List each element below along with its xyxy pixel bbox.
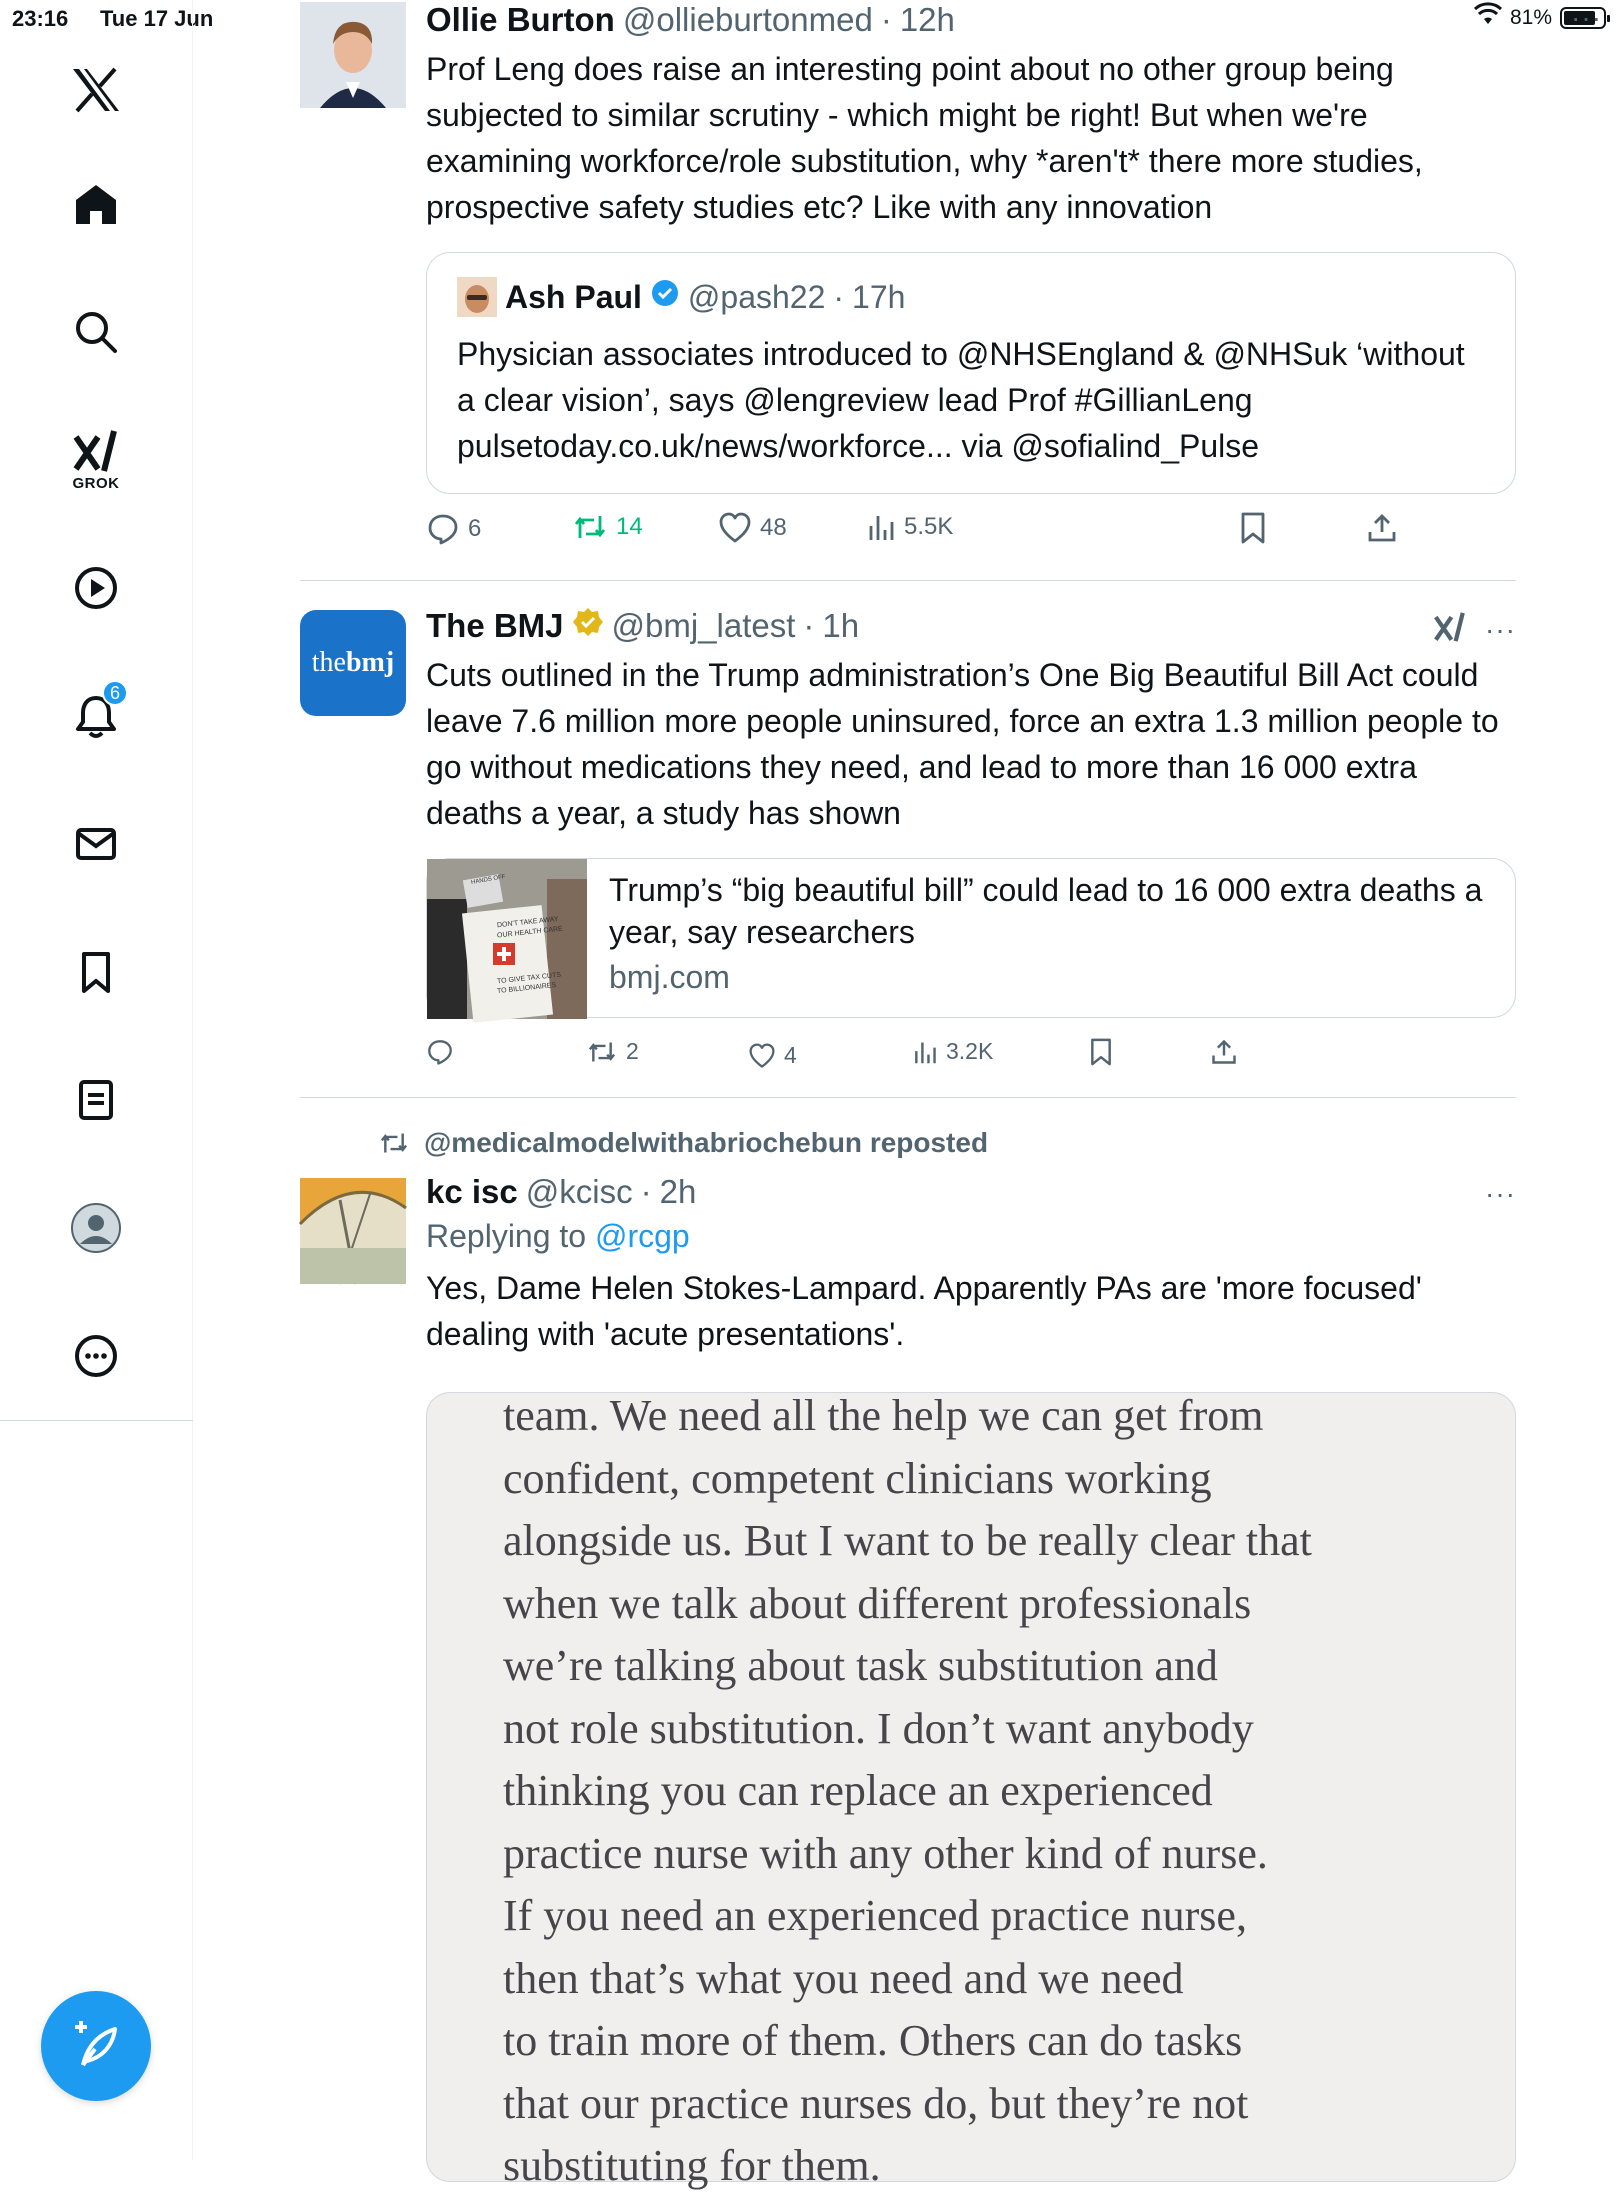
image-text-line: confident, competent clinicians working bbox=[503, 1453, 1212, 1503]
image-text-line: If you need an experienced practice nurse, bbox=[503, 1891, 1247, 1940]
views-icon bbox=[912, 1039, 938, 1065]
bookmark-button[interactable] bbox=[1238, 512, 1268, 544]
views-count: 5.5K bbox=[904, 513, 954, 540]
image-text-line: we’re talking about task substitution and bbox=[503, 1641, 1218, 1690]
sign-line: TO GIVE TAX CUTS bbox=[496, 971, 562, 986]
reply-icon bbox=[426, 512, 460, 546]
tweet-time[interactable]: 2h bbox=[659, 1173, 697, 1210]
author-handle[interactable]: @bmj_latest bbox=[611, 607, 796, 644]
image-text-line: when we talk about different professionals bbox=[503, 1578, 1252, 1628]
tweet-header bbox=[426, 0, 1516, 40]
author-handle[interactable]: @kcisc bbox=[525, 1173, 633, 1210]
like-button[interactable] bbox=[718, 512, 787, 544]
image-text-line: team. We need all the help we can get from bbox=[503, 1391, 1264, 1440]
tweet-text: Prof Leng does raise an interesting point about no other group being subjected to similar scrutiny - which might be right! But when we're examining workforce/role substitution, why *aren't* there more studies, prospective safety studies etc? Like with any innovation bbox=[426, 51, 1423, 225]
grok-icon[interactable] bbox=[1433, 610, 1467, 649]
x-logo-icon[interactable] bbox=[56, 50, 136, 130]
reposted-by-text: @medicalmodelwithabriochebun reposted bbox=[424, 1127, 989, 1158]
repost-count: 14 bbox=[616, 513, 643, 540]
profile-avatar-icon[interactable] bbox=[56, 1188, 136, 1268]
dots-icon[interactable]: ··· bbox=[1571, 2, 1602, 33]
quote-author-name: Ash Paul bbox=[505, 278, 642, 315]
status-date: Tue 17 Jun bbox=[100, 6, 214, 31]
views-count: 3.2K bbox=[946, 1038, 994, 1064]
share-button[interactable] bbox=[1210, 1038, 1238, 1066]
share-button[interactable] bbox=[1366, 512, 1398, 544]
avatar[interactable] bbox=[300, 1178, 406, 1284]
heart-icon bbox=[748, 1043, 776, 1069]
image-text bbox=[503, 1385, 1312, 2198]
notifications-icon[interactable] bbox=[56, 676, 136, 756]
share-icon bbox=[1210, 1038, 1238, 1066]
notifications-badge: 6 bbox=[102, 680, 128, 706]
image-text-line: alongside us. But I want to be really clear that bbox=[503, 1516, 1312, 1565]
separator: · bbox=[833, 278, 845, 315]
share-icon bbox=[1366, 512, 1398, 544]
tweet-text: Cuts outlined in the Trump administration’s One Big Beautiful Bill Act could leave 7.6 million more people uninsured, force an extra 1.3 million people to go without medications they need, and lead to more than 16 000 extra deaths a year, a study has shown bbox=[426, 657, 1499, 831]
author-name[interactable]: The BMJ bbox=[426, 607, 564, 644]
image-text-line: that our practice nurses do, but they’re not bbox=[503, 2078, 1249, 2128]
repost-count: 2 bbox=[626, 1038, 639, 1064]
tweet-image[interactable] bbox=[426, 1391, 1516, 2190]
separator: · bbox=[803, 607, 815, 644]
tweet-top-right bbox=[1433, 610, 1516, 649]
tweet-divider bbox=[300, 1097, 1516, 1098]
status-time: 23:16 bbox=[12, 6, 69, 31]
verified-gold-badge-icon bbox=[572, 606, 604, 646]
views-icon bbox=[866, 512, 896, 542]
author-name[interactable]: Ollie Burton bbox=[426, 1, 615, 38]
tweet-time[interactable]: 12h bbox=[899, 1, 955, 38]
views-button[interactable] bbox=[866, 512, 953, 542]
reply-icon bbox=[426, 1038, 454, 1066]
replying-prefix: Replying to bbox=[426, 1218, 587, 1254]
tweet-divider bbox=[300, 580, 1516, 581]
reply-button[interactable] bbox=[426, 512, 481, 546]
sign-line: OUR HEALTH CARE bbox=[496, 925, 564, 940]
card-thumbnail bbox=[427, 859, 587, 1019]
quote-text: Physician associates introduced to @NHSEngland & @NHSuk ‘without a clear vision’, says @lengreview lead Prof #GillianLeng pulsetoday.co.uk/news/workforce... via @sofialind_Pulse bbox=[457, 336, 1465, 464]
repost-indicator[interactable] bbox=[378, 1127, 988, 1159]
image-text-line: then that’s what you need and we need bbox=[503, 1953, 1184, 2003]
quote-time: 17h bbox=[852, 278, 906, 315]
sign-line: DON'T TAKE AWAY bbox=[496, 915, 559, 930]
quote-author-handle: @pash22 bbox=[687, 278, 826, 315]
author-handle[interactable]: @ollieburtonmed bbox=[622, 1, 873, 38]
author-name[interactable]: kc isc bbox=[426, 1173, 518, 1210]
repost-icon bbox=[378, 1130, 410, 1156]
home-icon[interactable] bbox=[56, 164, 136, 244]
separator: · bbox=[880, 1, 892, 38]
compose-icon bbox=[69, 2019, 123, 2073]
sidebar-divider bbox=[0, 1420, 193, 1421]
more-options-icon[interactable]: ··· bbox=[1485, 1178, 1516, 1209]
tweet-header bbox=[426, 1172, 1516, 1212]
like-button[interactable] bbox=[748, 1042, 797, 1069]
image-text-line: substituting for them. bbox=[503, 2141, 881, 2190]
timeline-feed bbox=[193, 0, 1620, 2190]
like-count: 48 bbox=[760, 514, 787, 541]
messages-icon[interactable] bbox=[56, 804, 136, 884]
reply-count: 6 bbox=[468, 515, 482, 542]
battery-percent: 81% bbox=[1509, 6, 1552, 29]
grok-label: GROK bbox=[72, 474, 120, 492]
bookmark-icon bbox=[1238, 512, 1268, 544]
bookmark-button[interactable] bbox=[1088, 1038, 1114, 1066]
image-text-line: practice nurse with any other kind of nurse. bbox=[503, 1828, 1268, 1878]
bmj-logo-text: thebmj bbox=[311, 647, 395, 678]
image-text-line: to train more of them. Others can do tasks bbox=[503, 2016, 1243, 2065]
more-options-icon[interactable]: ··· bbox=[1485, 613, 1516, 645]
image-text-line: not role substitution. I don’t want anybody bbox=[503, 1703, 1254, 1753]
repost-button[interactable] bbox=[586, 1038, 639, 1065]
views-button[interactable] bbox=[912, 1038, 993, 1065]
grok-icon[interactable] bbox=[56, 420, 136, 500]
tweet-header bbox=[426, 606, 1516, 646]
avatar[interactable] bbox=[300, 610, 406, 716]
tweet-top-right bbox=[1571, 2, 1602, 34]
tweet-time[interactable]: 1h bbox=[822, 607, 860, 644]
replying-to-link[interactable]: @rcgp bbox=[594, 1218, 690, 1254]
tweet-actions bbox=[426, 512, 1516, 562]
tweet-top-right bbox=[1485, 1178, 1516, 1210]
like-count: 4 bbox=[784, 1042, 797, 1068]
replying-to bbox=[426, 1218, 1516, 1255]
card-domain: bmj.com bbox=[609, 959, 730, 995]
bookmark-icon bbox=[1088, 1038, 1114, 1066]
avatar[interactable] bbox=[300, 2, 406, 108]
repost-button[interactable] bbox=[572, 512, 643, 542]
quote-avatar bbox=[457, 277, 497, 317]
more-icon[interactable] bbox=[56, 1316, 136, 1396]
lists-icon[interactable] bbox=[56, 1060, 136, 1140]
image-text-line: thinking you can replace an experienced bbox=[503, 1766, 1213, 1815]
repost-icon bbox=[586, 1039, 618, 1065]
sidebar bbox=[0, 0, 193, 2160]
search-icon[interactable] bbox=[56, 292, 136, 372]
sign-top-text: HANDS OFF bbox=[470, 874, 506, 886]
card-title: Trump’s “big beautiful bill” could lead to 16 000 extra deaths a year, say researchers bbox=[609, 872, 1483, 950]
link-card[interactable] bbox=[426, 858, 1516, 1018]
bookmarks-icon[interactable] bbox=[56, 932, 136, 1012]
compose-button[interactable] bbox=[41, 1991, 151, 2101]
video-icon[interactable] bbox=[56, 548, 136, 628]
repost-icon bbox=[572, 512, 608, 542]
reply-button[interactable] bbox=[426, 1038, 462, 1066]
quoted-tweet[interactable] bbox=[426, 252, 1516, 494]
tweet-text: Yes, Dame Helen Stokes-Lampard. Apparently PAs are 'more focused' dealing with 'acute presentations'. bbox=[426, 1270, 1422, 1352]
heart-icon bbox=[718, 512, 752, 544]
tweet-actions bbox=[426, 1038, 1516, 1082]
verified-badge-icon bbox=[650, 278, 680, 316]
separator: · bbox=[640, 1173, 652, 1210]
sign-line: TO BILLIONAIRES bbox=[496, 981, 557, 996]
